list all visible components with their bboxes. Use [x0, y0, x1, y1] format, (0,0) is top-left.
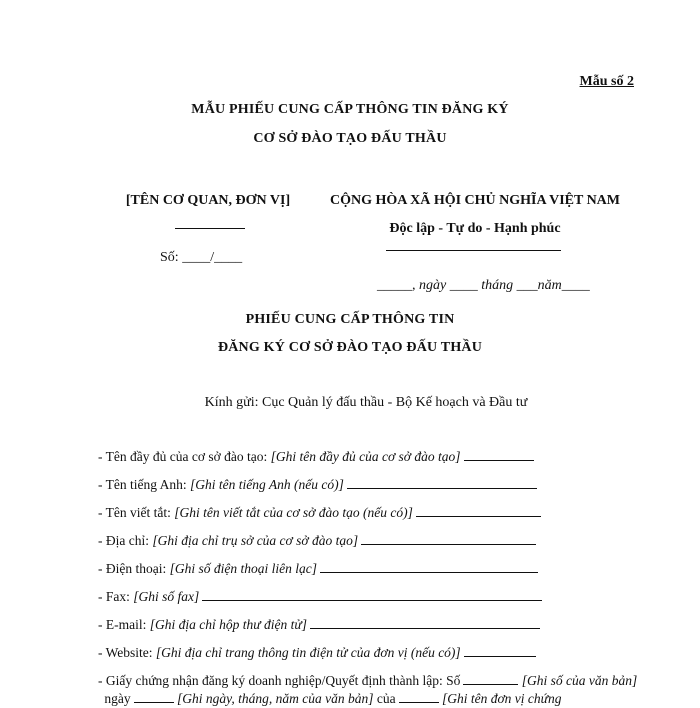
- field-short-name: [98, 505, 541, 521]
- field-label: - E-mail:: [98, 617, 147, 632]
- field-hint: [Ghi số điện thoại liên lạc]: [169, 561, 317, 576]
- number-value: ____/____: [182, 250, 243, 265]
- fill-blank[interactable]: [347, 477, 537, 489]
- field-english-name: [98, 477, 537, 493]
- form-title-line2: CƠ SỞ ĐÀO TẠO ĐẤU THẦU: [253, 131, 447, 146]
- fill-blank[interactable]: [399, 691, 439, 703]
- document-number: [160, 250, 242, 266]
- field-hint: [Ghi ngày, tháng, năm của văn bản]: [177, 691, 374, 706]
- field-label: - Website:: [98, 645, 153, 660]
- field-label: - Tên viết tắt:: [98, 505, 171, 520]
- field-hint: [Ghi địa chỉ trang thông tin điện tử của đơn vị (nếu có)]: [155, 645, 461, 660]
- field-label: - Địa chỉ:: [98, 533, 149, 548]
- fill-blank[interactable]: [310, 617, 540, 629]
- fill-blank[interactable]: [320, 561, 538, 573]
- agency-underline: [175, 228, 245, 229]
- country-name: CỘNG HÒA XÃ HỘI CHỦ NGHĨA VIỆT NAM: [329, 193, 620, 208]
- field-hint: [Ghi địa chỉ hộp thư điện tử]: [149, 617, 307, 632]
- field-label-day: ngày: [104, 691, 131, 706]
- field-hint: [Ghi địa chỉ trụ sở của cơ sở đào tạo]: [152, 533, 359, 548]
- agency-name: [TÊN CƠ QUAN, ĐƠN VỊ]: [125, 193, 291, 208]
- field-website: [98, 645, 536, 661]
- form-title-line1: MẪU PHIẾU CUNG CẤP THÔNG TIN ĐĂNG KÝ: [191, 102, 509, 117]
- recipient-line: Kính gửi: Cục Quản lý đấu thầu - Bộ Kế hoạch và Đầu tư: [204, 395, 528, 410]
- field-label: - Fax:: [98, 589, 130, 604]
- field-hint: [Ghi số fax]: [133, 589, 200, 604]
- field-hint: [Ghi số của văn bản]: [521, 673, 638, 688]
- fill-blank[interactable]: [134, 691, 174, 703]
- field-email: [98, 617, 540, 633]
- number-label: Số:: [160, 250, 179, 265]
- motto-underline: [386, 250, 561, 251]
- fill-blank[interactable]: [361, 533, 536, 545]
- field-label: - Tên tiếng Anh:: [98, 477, 187, 492]
- field-label: - Tên đầy đủ của cơ sở đào tạo:: [98, 449, 268, 464]
- field-hint: [Ghi tên viết tắt của cơ sở đào tạo (nếu có)]: [174, 505, 413, 520]
- field-phone: [98, 561, 538, 577]
- fill-blank[interactable]: [464, 449, 534, 461]
- field-label: - Điện thoại:: [98, 561, 167, 576]
- form-number: Mẫu số 2: [579, 74, 634, 89]
- fill-blank[interactable]: [416, 505, 541, 517]
- field-label-of: của: [376, 691, 396, 706]
- field-address: [98, 533, 536, 549]
- document-title-line2: ĐĂNG KÝ CƠ SỞ ĐÀO TẠO ĐẤU THẦU: [217, 340, 483, 355]
- field-full-name: [98, 449, 534, 465]
- field-label: - Giấy chứng nhận đăng ký doanh nghiệp/Quyết định thành lập: Số: [98, 673, 461, 688]
- fill-blank[interactable]: [463, 673, 518, 685]
- national-motto: Độc lập - Tự do - Hạnh phúc: [389, 221, 561, 236]
- fill-blank[interactable]: [464, 645, 536, 657]
- field-hint: [Ghi tên đầy đủ của cơ sở đào tạo]: [270, 449, 461, 464]
- fill-blank[interactable]: [202, 589, 542, 601]
- document-title-line1: PHIẾU CUNG CẤP THÔNG TIN: [245, 312, 455, 327]
- field-registration-certificate: [98, 672, 638, 708]
- date-line: _____, ngày ____ tháng ___năm____: [377, 278, 590, 293]
- field-fax: [98, 589, 542, 605]
- field-hint: [Ghi tên đơn vị chứng: [441, 691, 562, 706]
- field-hint: [Ghi tên tiếng Anh (nếu có)]: [190, 477, 344, 492]
